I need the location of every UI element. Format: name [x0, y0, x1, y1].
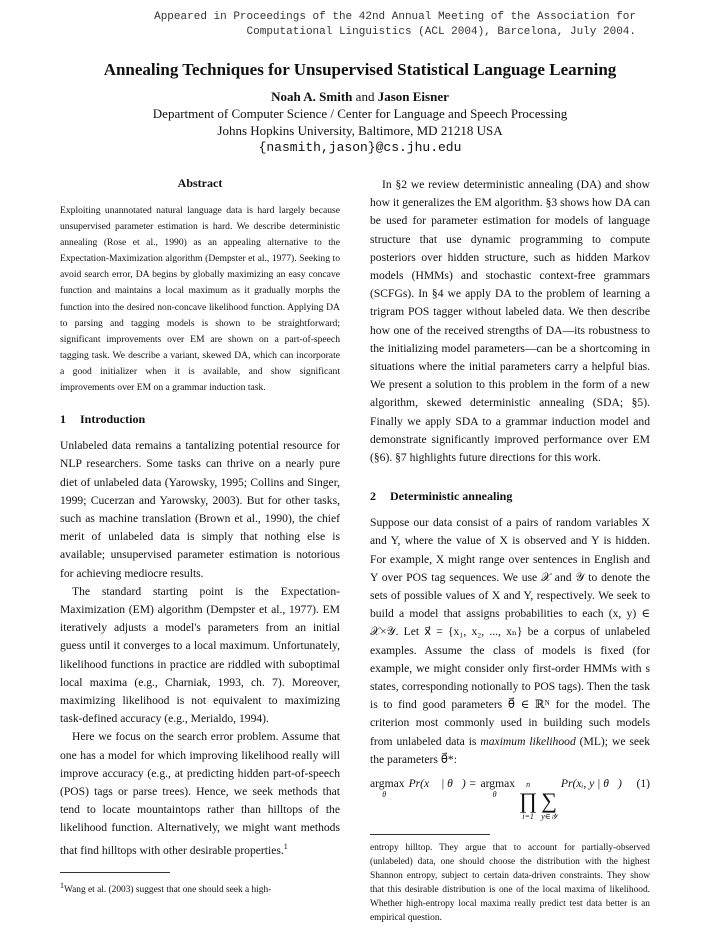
affiliation-dept: Department of Computer Science / Center for Language and Speech Processing: [152, 106, 568, 121]
eq-sum-symbol: ∑: [541, 788, 557, 814]
eq-lhs-sub: θ⃗: [382, 790, 393, 800]
abstract-text: Exploiting unannotated natural language data is hard largely because unsupervised parameter estimation is hard. We describe deterministic annealing (Rose et al., 1990) as an appealing alternative to the Expectation-Maximization algorithm (Dempster et al., 1977). Seeking to avoid search error, DA begins by globally maximizing an easy concave function and maintains a local maximum as it gradually morphs the function into the desired non-concave likelihood function. Applying DA to parsing and tagging models is shown to be straightforward; significant improvements over EM are shown on a part-of-speech tagging task. We describe a variant, skewed DA, which can incorporate a good initializer when it is available, and show significant improvements over EM on a grammar induction task.: [60, 205, 340, 394]
eq-prod-top: n: [526, 780, 531, 790]
section-1-heading: [60, 412, 340, 427]
author-2: Jason Eisner: [377, 89, 449, 104]
eq-rhs-expr: Pr(xᵢ, y | θ⃗): [560, 777, 622, 791]
intro-paragraph-1: Unlabeled data remains a tantalizing potential resource for NLP researchers. Some tasks can thrive on a nearly pure diet of unlabeled data (Yarowsky, 1995; Collins and Singer, 1999; Cucerzan and Yarowsky, 2003). But for other tasks, such as machine translation (Brown et al., 1990), the chief merit of unlabeled data is simply that nothing else is available; unsupervised parameter estimation is notorious for achieving mediocre results.: [60, 439, 340, 580]
equation-body: [370, 777, 622, 822]
section-1-title: Introduction: [80, 412, 146, 427]
eq-rhs-argmax: [480, 777, 515, 800]
intro-paragraph-3-text: Here we focus on the search error problem. Assume that one has a model for which improving likelihood really will improve accuracy (e.g., at predicting hidden part-of-speech (POS) tags or parse trees). Hence, we seek methods that tend to locate mountaintops rather than hilltops of the likelihood function. Alternatively, we might want methods that find hilltops with other desirable properties.: [60, 730, 340, 857]
intro-paragraph-2: The standard starting point is the Expectation-Maximization (EM) algorithm (Dempster et al., 1977). EM iteratively adjusts a model's parameters from an initial guess until it converges to a local maximum. Unfortunately, likelihood functions in practice are riddled with suboptimal local maxima (e.g., Charniak, 1993, ch. 7). Moreover, maximizing likelihood is not equivalent to maximizing task-defined accuracy (e.g., Merialdo, 1994).: [60, 584, 340, 726]
intro-paragraph-3: [60, 728, 340, 859]
venue-line-1: Appeared in Proceedings of the 42nd Annual Meeting of the Association for: [154, 11, 636, 23]
footnote-continuation-rule: [370, 834, 490, 835]
venue-line-2: Computational Linguistics (ACL 2004), Barcelona, July 2004.: [246, 26, 636, 38]
abstract-heading: Abstract: [177, 176, 223, 190]
eq-lhs-argmax: [370, 777, 405, 800]
eq-sum: [541, 780, 557, 822]
equation-number: (1): [636, 777, 650, 791]
section-2-text-a: Suppose our data consist of a pairs of random variables X and Y, where the value of X is observed and Y is hidden. For example, X might range over sentences in English and Y over POS tag sequences. We use 𝒳 and 𝒴 to denote the sets of possible values of X and Y, respectively. We seek to build a model that assigns probabilities to each (x, y) ∈ 𝒳×𝒴. Let x⃗ = {x₁, x₂, ..., xₙ} be a corpus of unlabeled examples. Assume the class of models is fixed (for example, we might consider only first-order HMMs with s states, corresponding notionally to POS tags). Then the task is to find good parameters θ⃗ ∈ ℝᴺ for the model. The criterion most commonly used in building such models from unlabeled data is: [370, 516, 650, 748]
section-2-paragraph: [370, 514, 650, 769]
section-2-title: Deterministic annealing: [390, 489, 513, 504]
footnote-rule: [60, 872, 170, 873]
eq-product: [519, 780, 537, 822]
footnote-1: [60, 879, 340, 897]
left-column: [60, 176, 340, 897]
eq-sum-sub: y∈𝒴: [541, 812, 557, 822]
section-2-text-b: (ML); we seek the parameters θ⃗*:: [370, 734, 650, 766]
eq-prod-sub: i=1: [522, 812, 534, 822]
section-2-emphasis: maximum likelihood: [480, 734, 576, 748]
footnote-1-text: Wang et al. (2003) suggest that one should seek a high-: [64, 884, 272, 895]
footnote-1-mark: 1: [60, 880, 64, 890]
section-2-heading: [370, 489, 650, 504]
eq-lhs-op: argmax: [370, 777, 405, 791]
footnote-1-continued: entropy hilltop. They argue that to account for partially-observed (unlabeled) data, one should choose the distribution with the highest Shannon entropy, subject to certain data-driven constraints. They show that this desirable distribution is one of the local maxima of likelihood. Whether high-entropy local maxima really predict test data better is an empirical question.: [370, 843, 650, 924]
section-2-number: 2: [370, 489, 376, 504]
eq-rhs-op: argmax: [480, 777, 516, 791]
eq-lhs-expr: Pr(x⃗ | θ⃗) =: [408, 777, 477, 791]
author-block: [60, 88, 660, 156]
right-column: [370, 176, 650, 925]
author-1: Noah A. Smith: [271, 89, 353, 104]
section-1-number: 1: [60, 412, 66, 427]
equation-1: [370, 777, 650, 822]
footnote-1-ref[interactable]: 1: [283, 841, 288, 851]
venue-header: [0, 10, 720, 40]
affiliation-univ: Johns Hopkins University, Baltimore, MD 21218 USA: [217, 123, 503, 138]
paper-title: Annealing Techniques for Unsupervised Statistical Language Learning: [103, 60, 617, 79]
author-and: and: [355, 89, 375, 104]
eq-rhs-sub: θ⃗: [492, 790, 503, 800]
author-names: [60, 88, 660, 105]
author-email: {nasmith,jason}@cs.jhu.edu: [258, 140, 462, 155]
overview-paragraph: In §2 we review deterministic annealing (DA) and show how it generalizes the EM algorithm. §3 shows how DA can be used for parameter estimation for models of language structure that use dynamic programming to compute posteriors over hidden structure, such as hidden Markov models (HMMs) and stochastic context-free grammars (SCFGs). In §4 we apply DA to the problem of learning a trigram POS tagger without labeled data. We then describe how one of the received strengths of DA—its robustness to the initializing model parameters—can be a shortcoming in situations where the initial parameters carry a helpful bias. We present a solution to this problem in the form of a new algorithm, skewed deterministic annealing (SDA; §5). Finally we apply SDA to a grammar induction model and demonstrate significantly improved performance over EM (§6). §7 highlights future directions for this work.: [370, 178, 650, 465]
eq-prod-symbol: ∏: [519, 788, 538, 814]
